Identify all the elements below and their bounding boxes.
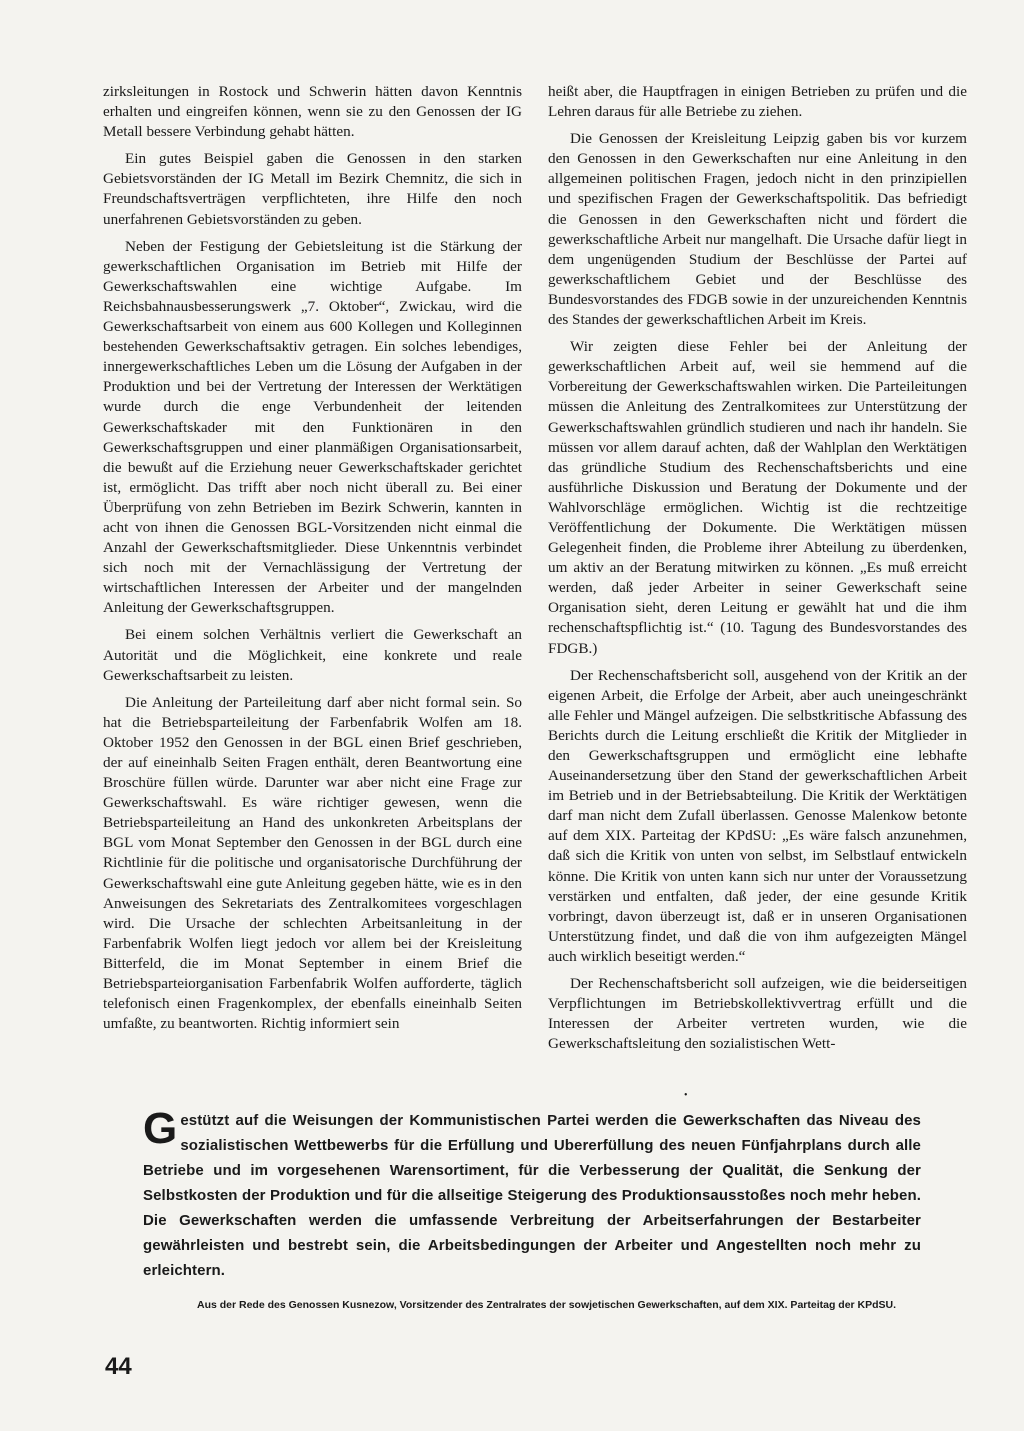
quote-body: estützt auf die Weisungen der Kommunistischen Partei werden die Gewerkschaften das Niveau des sozialistischen Wettbewerbs für die Erfüllung und Ubererfüllung des neuen Fünfjahrplans durch alle Betriebe und im vorgesehenen Warensortiment, für die Verbesserung der Qualität, die Senkung der Selbstkosten der Produktion und für die allseitige Steigerung des Produktionsausstoßes noch mehr heben. Die Gewerkschaften werden die umfassende Verbreitung der Arbeitserfahrungen der Bestarbeiter gewährleisten und bestrebt sein, die Arbeitsbedingungen der Arbeiter und Angestellten noch mehr zu erleichtern. bbox=[143, 1112, 921, 1279]
quote-text bbox=[143, 1104, 921, 1283]
paragraph: Die Genossen der Kreisleitung Leipzig gaben bis vor kurzem den Genossen in den Gewerkschaften nur eine Anleitung in den allgemeinen politischen Fragen, jedoch nicht in den prinzipiellen und spezifischen Fragen der Gewerkschaftspolitik. Das befriedigt die Genossen in den Gewerkschaften nicht und fördert die gewerkschaftliche Arbeit nur mangelhaft. Die Ursache dafür liegt in dem ungenügenden Studium der Beschlüsse der Partei auf gewerkschaftlichem Gebiet und der Beschlüsse des Bundesvorstandes des FDGB sowie in der unzureichenden Kenntnis des Standes der gewerkschaftlichen Arbeit im Kreis. bbox=[548, 130, 967, 329]
printer-dot: • bbox=[684, 1090, 688, 1101]
quote-source: Aus der Rede des Genossen Kusnezow, Vorsitzender des Zentralrates der sowjetischen Gewerkschaften, auf dem XIX. Parteitag der KPdSU. bbox=[197, 1299, 897, 1311]
paragraph: Die Anleitung der Parteileitung darf aber nicht formal sein. So hat die Betriebsparteileitung der Farbenfabrik Wolfen am 18. Oktober 1952 den Genossen in der BGL einen Brief geschrieben, der auf eineinhalb Seiten Fragen enthält, deren Beantwortung eine Broschüre füllen würde. Darunter war aber nicht eine Frage zur Gewerkschaftswahl. Es wäre richtiger gewesen, wenn die Betriebsparteileitung an Hand des unkonkreten Arbeitsplans der BGL vom Monat September den Genossen in der BGL durch eine Richtlinie für die politische und organisatorische Durchführung der Gewerkschaftswahl eine gute Anleitung gegeben hätte, wie es in den Anweisungen des Sekretariats des Zentralkomitees vorgeschlagen wird. Die Ursache der schlechten Arbeitsanleitung in der Farbenfabrik Wolfen liegt jedoch vor allem bei der Kreisleitung Bitterfeld, die im Monat September in einem Brief die Betriebsparteiorganisation Farbenfabrik Wolfen aufforderte, täglich telefonisch einen Fragenkomplex, der ebenfalls eineinhalb Seiten umfaßte, zu beantworten. Richtig informiert sein bbox=[103, 693, 522, 1033]
paragraph: Der Rechenschaftsbericht soll aufzeigen, wie die beiderseitigen Verpflichtungen im Betriebskollektivvertrag erfüllt und die Interessen der Arbeiter vertreten wurden, wie die Gewerkschaftsleitung den sozialistischen Wett- bbox=[548, 975, 967, 1053]
paragraph: zirksleitungen in Rostock und Schwerin hätten davon Kenntnis erhalten und eingreifen können, wenn sie zu den Genossen der IG Metall bessere Verbindung gehabt hätten. bbox=[103, 83, 522, 141]
paragraph: Der Rechenschaftsbericht soll, ausgehend von der Kritik an der eigenen Arbeit, die Erfolge der Arbeit, aber auch uneingeschränkt alle Fehler und Mängel aufzeigen. Die selbstkritische Abfassung des Berichts durch die Leitung erschließt die Kritik der Mitglieder in den Gewerkschaftsgruppen und ermöglicht eine lebhafte Auseinandersetzung über den Stand der gewerkschaftlichen Arbeit im Betrieb und in der Betriebsabteilung. Die Kritik der Werktätigen darf man nicht dem Zufall überlassen. Genosse Malenkow betonte auf dem XIX. Parteitag der KPdSU: „Es wäre falsch anzunehmen, daß sich die Kritik von unten von selbst, im Selbstlauf entwickeln könne. Die Kritik von unten kann sich nur unter der Voraussetzung verstärken und entfalten, daß jeder, der eine gesunde Kritik vorbringt, davon überzeugt ist, daß er in unseren Organisationen Unterstützung findet, und daß die von ihm aufgezeigten Mängel auch wirklich beseitigt werden.“ bbox=[548, 666, 967, 965]
quote-box bbox=[143, 1104, 921, 1314]
paragraph: Ein gutes Beispiel gaben die Genossen in den starken Gebietsvorständen der IG Metall im Bezirk Chemnitz, die sich in Freundschaftsverträgen verpflichteten, ihre Hilfe den noch unerfahrenen Gebietsvorständen zu geben. bbox=[103, 150, 522, 228]
page-number: 44 bbox=[105, 1353, 132, 1380]
drop-cap: G bbox=[143, 1104, 178, 1153]
paragraph: Wir zeigten diese Fehler bei der Anleitung der gewerkschaftlichen Arbeit auf, weil sie hemmend auf die Vorbereitung der Gewerkschaftswahlen wirken. Die Parteileitungen müssen die Anleitung des Zentralkomitees zur Unterstützung der Gewerkschaftswahlen gründlich studieren und nach ihr handeln. Sie müssen vor allem darauf achten, daß der Wahlplan den Werktätigen das gründliche Studium des Rechenschaftsberichts und eine ausführliche Diskussion und Beratung der Dokumente und der Wahlvorschläge ermöglichen. Wichtig ist die rechtzeitige Veröffentlichung der Dokumente. Die Werktätigen müssen Gelegenheit finden, die Probleme ihrer Abteilung zu überdenken, um aktiv an der Beratung mitwirken zu können. „Es muß erreicht werden, daß jeder Arbeiter in seiner Gewerkschaft seine Organisation sieht, deren Leitung er gewählt hat und die ihm rechenschaftspflichtig ist.“ (10. Tagung des Bundesvorstandes des FDGB.) bbox=[548, 338, 967, 657]
paragraph: Neben der Festigung der Gebietsleitung ist die Stärkung der gewerkschaftlichen Organisation im Betrieb mit Hilfe der Gewerkschaftswahlen eine wichtige Aufgabe. Im Reichsbahnausbesserungswerk „7. Oktober“, Zwickau, wird die Gewerkschaftsarbeit von einem aus 600 Kollegen und Kolleginnen bestehenden Gewerkschaftsaktiv getragen. Ein solches lebendiges, innergewerkschaftliches Leben um die Lösung der Aufgaben in der Produktion und bei der Vertretung der Interessen der Werktätigen wurde durch die enge Verbundenheit der leitenden Gewerkschaftskader mit den Funktionären in den Gewerkschaftsgruppen und einer planmäßigen Organisationsarbeit, die bewußt auf die Erziehung neuer Gewerkschaftskader gerichtet ist, ermöglicht. Das trifft aber noch nicht überall zu. Bei einer Überprüfung von zehn Betrieben im Bezirk Schwerin, kannten in acht von ihnen die Genossen BGL-Vorsitzenden nicht einmal die Anzahl der Gewerkschaftsmitglieder. Diese Unkenntnis verbindet sich noch mit der Vernachlässigung der Vertretung der wirtschaftlichen Interessen der Arbeiter und der mangelnden Anleitung der Gewerkschaftsgruppen. bbox=[103, 237, 522, 617]
paragraph: heißt aber, die Hauptfragen in einigen Betrieben zu prüfen und die Lehren daraus für alle Betriebe zu ziehen. bbox=[548, 83, 967, 121]
paragraph: Bei einem solchen Verhältnis verliert die Gewerkschaft an Autorität und die Möglichkeit, eine konkrete und reale Gewerkschaftsarbeit zu leisten. bbox=[103, 626, 522, 684]
right-column bbox=[548, 82, 967, 1061]
left-column bbox=[103, 82, 522, 1041]
